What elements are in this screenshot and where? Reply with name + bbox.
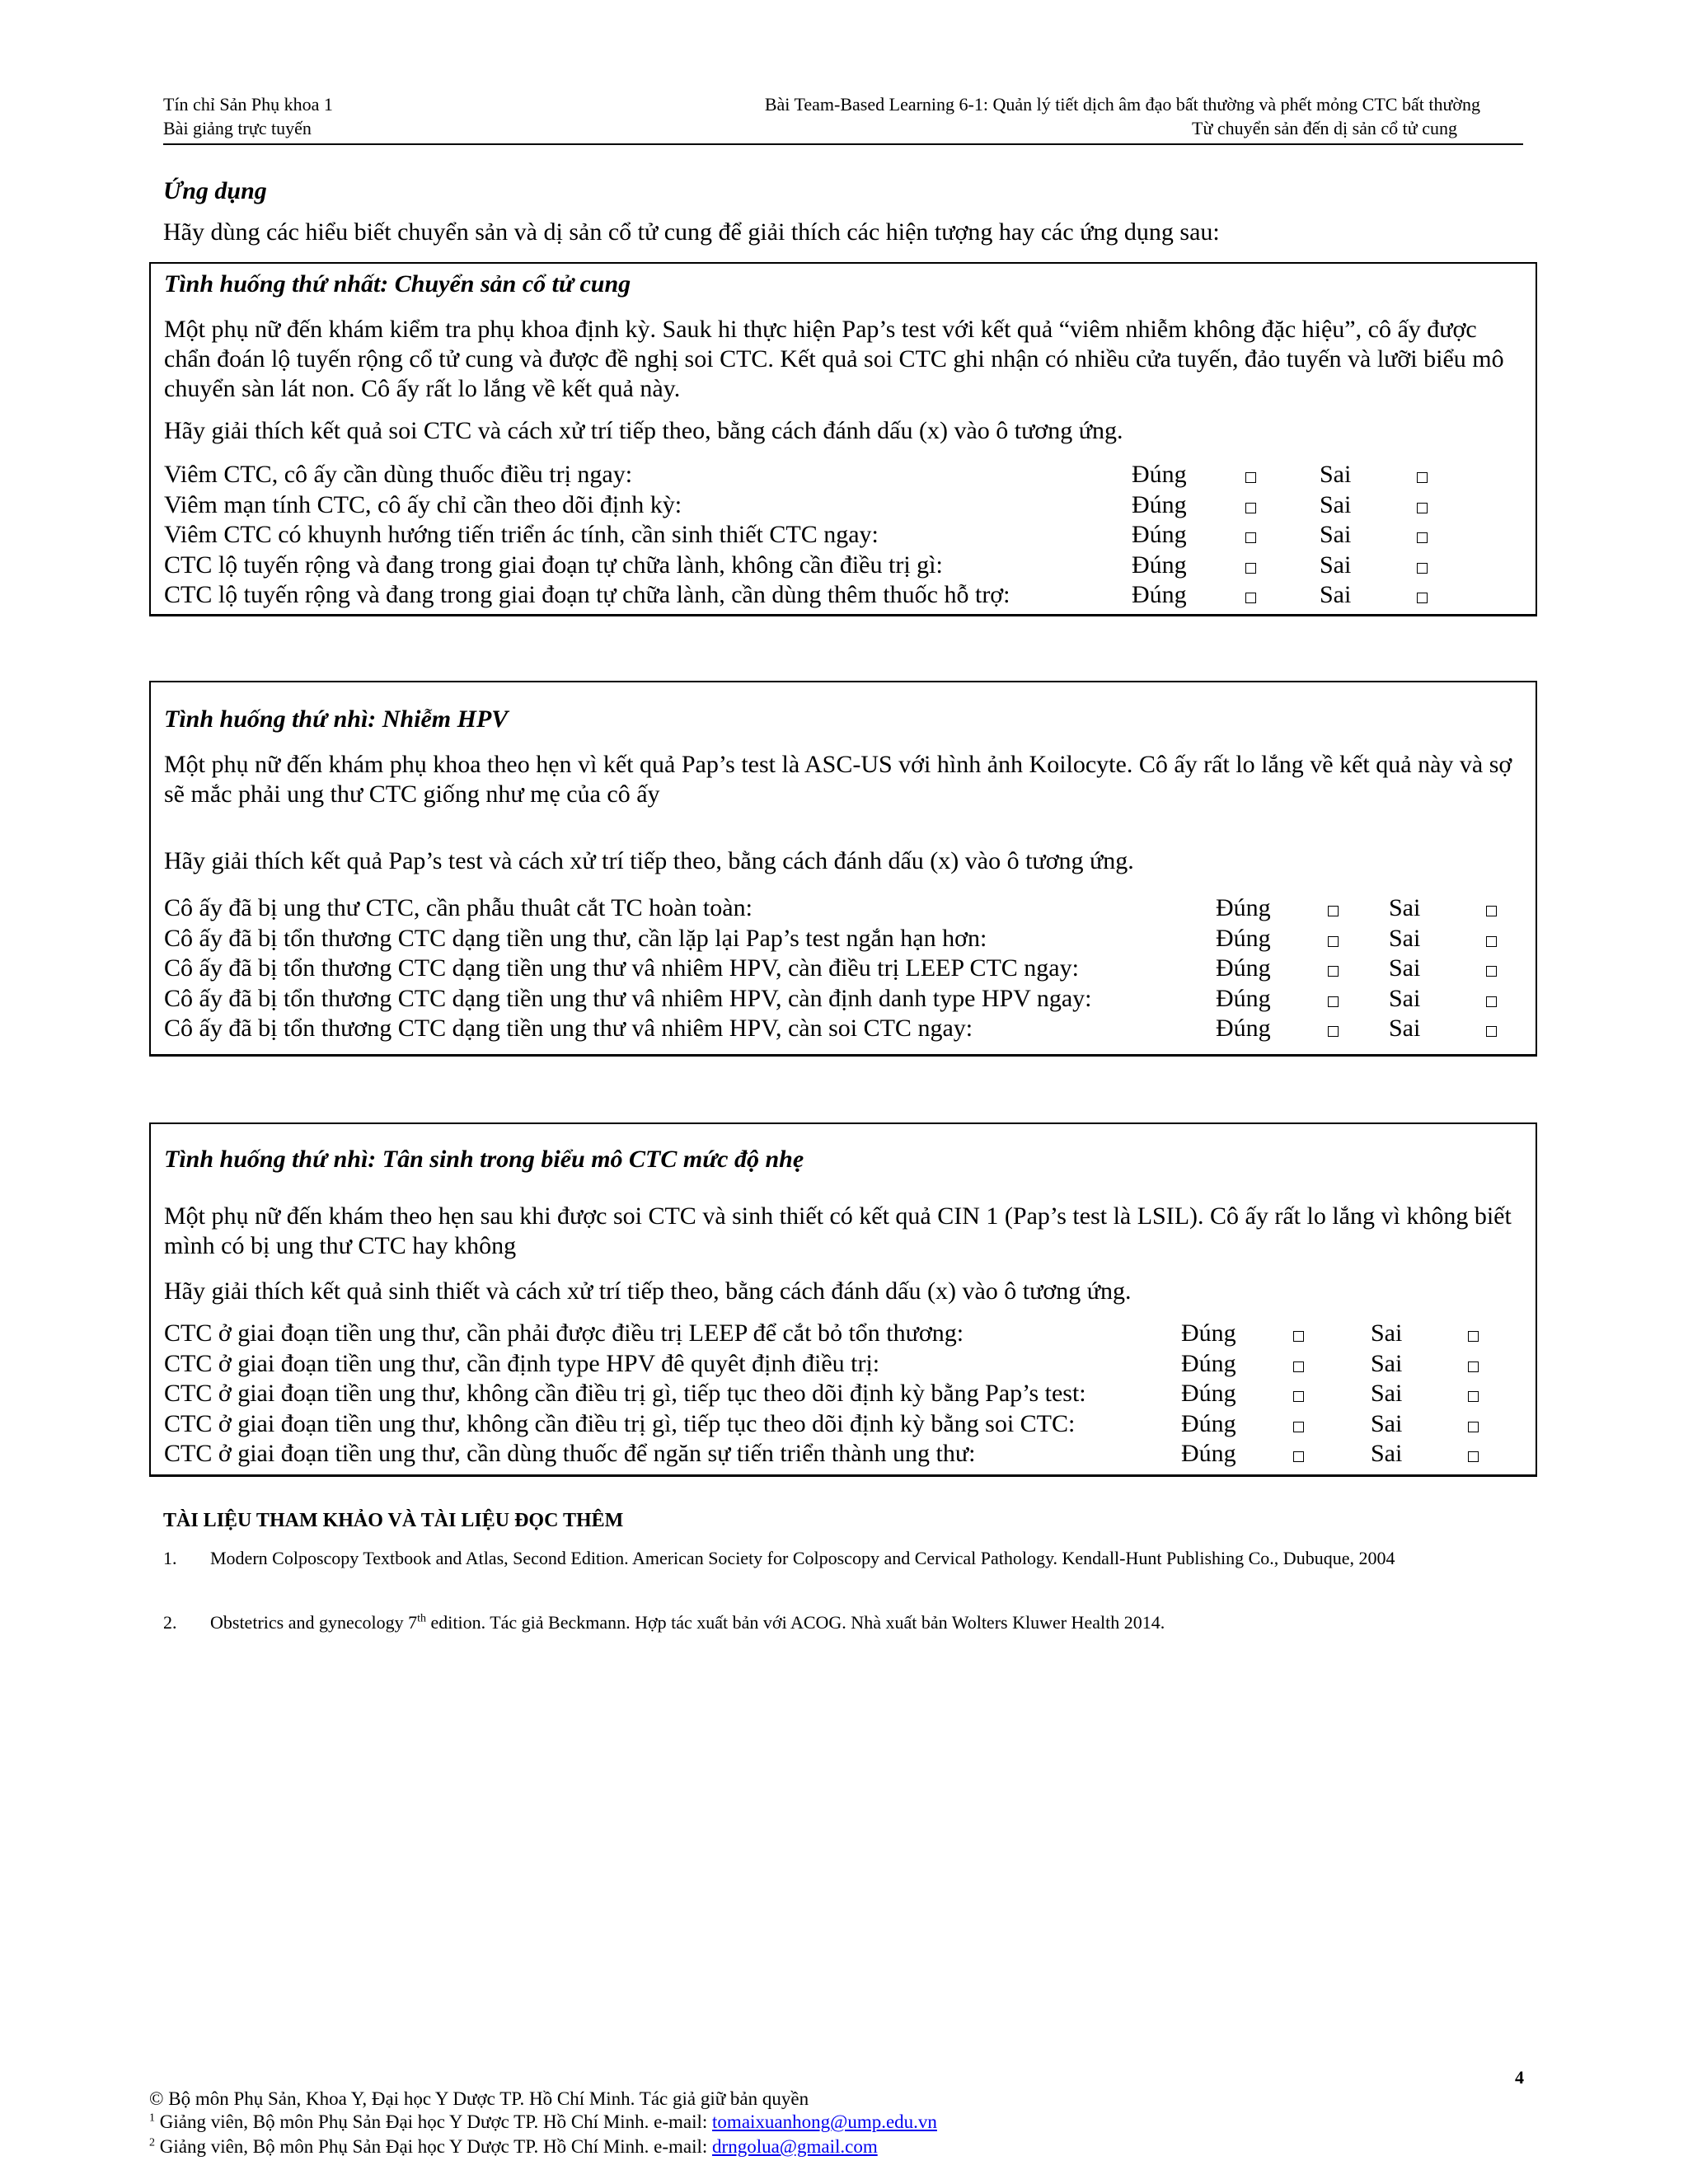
option-text: Cô ấy đã bị tổn thương CTC dạng tiền ung thư vâ nhiêm HPV, càn soi CTC ngay: [164, 1015, 973, 1042]
email-link[interactable]: tomaixuanhong@ump.edu.vn [712, 2111, 937, 2132]
false-label: Sai [1389, 924, 1421, 952]
reference-text-end: edition. Tác giả Beckmann. Hợp tác xuất bản với ACOG. Nhà xuất bản Wolters Kluwer Health 2014. [426, 1612, 1165, 1633]
footnote-mark: 1 [149, 2111, 155, 2125]
option-text: Viêm CTC, cô ấy cần dùng thuốc điều trị ngay: [164, 461, 633, 488]
true-checkbox[interactable] [1293, 1391, 1304, 1402]
option-row [164, 1319, 1403, 1349]
option-text: CTC ở giai đoạn tiền ung thư, cần định type HPV đê quyêt định điều trị: [164, 1349, 880, 1377]
false-label: Sai [1389, 1015, 1421, 1042]
false-checkbox[interactable] [1417, 532, 1428, 543]
false-label: Sai [1371, 1380, 1403, 1407]
page-header [163, 92, 1523, 140]
false-label: Sai [1320, 581, 1352, 608]
true-label: Đúng [1216, 894, 1271, 921]
option-text: Viêm mạn tính CTC, cô ấy chỉ cần theo dõi định kỳ: [164, 490, 682, 518]
false-label: Sai [1320, 521, 1352, 548]
case-title: Tình huống thứ nhất: Chuyển sản cổ tử cung [164, 270, 631, 298]
case-question: Hãy giải thích kết quả sinh thiết và cách xử trí tiếp theo, bằng cách đánh dấu (x) vào ô tương ứng. [164, 1277, 1132, 1305]
case-question: Hãy giải thích kết quả soi CTC và cách xử trí tiếp theo, bằng cách đánh dấu (x) vào ô tương ứng. [164, 417, 1123, 444]
case-title: Tình huống thứ nhì: Tân sinh trong biểu mô CTC mức độ nhẹ [164, 1146, 804, 1173]
option-row [164, 893, 1421, 924]
true-label: Đúng [1181, 1319, 1236, 1347]
option-row [164, 1439, 1403, 1469]
true-checkbox[interactable] [1245, 503, 1256, 513]
option-row [164, 1349, 1403, 1380]
section-intro: Hãy dùng các hiểu biết chuyển sản và dị sản cổ tử cung để giải thích các hiện tượng hay các ứng dụng sau: [163, 218, 1220, 246]
false-label: Sai [1320, 461, 1352, 488]
false-checkbox[interactable] [1486, 996, 1497, 1007]
footnote-text: Giảng viên, Bộ môn Phụ Sản Đại học Y Dược TP. Hồ Chí Minh. e-mail: [155, 2136, 713, 2157]
option-text: Cô ấy đã bị tổn thương CTC dạng tiền ung thư vâ nhiêm HPV, càn định danh type HPV ngay: [164, 984, 1092, 1012]
option-text: CTC ở giai đoạn tiền ung thư, cần phải được điều trị LEEP để cắt bỏ tổn thương: [164, 1319, 964, 1347]
reference-text: Modern Colposcopy Textbook and Atlas, Second Edition. American Society for Colposcopy and Cervical Pathology. Kendall-Hunt Publishing Co., Dubuque, 2004 [210, 1548, 1395, 1568]
option-text: Cô ấy đã bị ung thư CTC, cần phẫu thuât cắt TC hoàn toàn: [164, 894, 753, 921]
false-checkbox[interactable] [1468, 1361, 1479, 1372]
true-checkbox[interactable] [1293, 1451, 1304, 1462]
header-course-type: Bài giảng trực tuyến [163, 118, 312, 138]
option-text: Cô ấy đã bị tổn thương CTC dạng tiền ung thư vâ nhiêm HPV, càn điều trị LEEP CTC ngay: [164, 954, 1079, 982]
true-label: Đúng [1216, 924, 1271, 952]
option-text: CTC lộ tuyến rộng và đang trong giai đoạn tự chữa lành, không cần điều trị gì: [164, 551, 943, 579]
option-row [164, 520, 1352, 551]
reference-number: 1. [163, 1548, 177, 1568]
option-row [164, 490, 1352, 521]
footnote-text: Giảng viên, Bộ môn Phụ Sản Đại học Y Dược TP. Hồ Chí Minh. e-mail: [155, 2111, 713, 2132]
true-label: Đúng [1181, 1409, 1236, 1437]
case-paragraph: Một phụ nữ đến khám phụ khoa theo hẹn vì kết quả Pap’s test là ASC-US với hình ảnh Koilocyte. Cô ấy rất lo lắng về kết quả này và sợ sẽ mắc phải ung thư CTC giống như mẹ của cô ấy [164, 751, 1512, 808]
true-checkbox[interactable] [1328, 966, 1339, 977]
footer-copyright: © Bộ môn Phụ Sản, Khoa Y, Đại học Y Dược TP. Hồ Chí Minh. Tác giả giữ bản quyền [149, 2088, 809, 2109]
true-checkbox[interactable] [1245, 472, 1256, 483]
references-title: TÀI LIỆU THAM KHẢO VÀ TÀI LIỆU ĐỌC THÊM [163, 1510, 624, 1531]
false-checkbox[interactable] [1468, 1391, 1479, 1402]
false-checkbox[interactable] [1468, 1422, 1479, 1432]
true-label: Đúng [1181, 1380, 1236, 1407]
option-row [164, 551, 1352, 581]
reference-item [163, 1546, 1515, 1570]
case-box-3 [149, 1122, 1537, 1477]
option-row [164, 1014, 1421, 1044]
false-label: Sai [1389, 894, 1421, 921]
false-checkbox[interactable] [1486, 966, 1497, 977]
false-label: Sai [1320, 490, 1352, 518]
option-row [164, 1409, 1403, 1440]
false-label: Sai [1389, 984, 1421, 1012]
email-link[interactable]: drngolua@gmail.com [712, 2136, 878, 2157]
true-label: Đúng [1181, 1440, 1236, 1467]
false-checkbox[interactable] [1417, 563, 1428, 574]
true-label: Đúng [1132, 490, 1187, 518]
true-label: Đúng [1181, 1349, 1236, 1377]
option-row [164, 1379, 1403, 1409]
false-label: Sai [1371, 1440, 1403, 1467]
false-label: Sai [1389, 954, 1421, 982]
true-checkbox[interactable] [1245, 532, 1256, 543]
option-text: Viêm CTC có khuynh hướng tiến triển ác tính, cần sinh thiết CTC ngay: [164, 521, 879, 548]
false-label: Sai [1320, 551, 1352, 579]
false-checkbox[interactable] [1486, 936, 1497, 947]
true-checkbox[interactable] [1293, 1361, 1304, 1372]
true-label: Đúng [1216, 984, 1271, 1012]
header-divider [163, 143, 1523, 145]
case-box-1 [149, 262, 1537, 616]
true-checkbox[interactable] [1293, 1422, 1304, 1432]
false-checkbox[interactable] [1486, 1026, 1497, 1037]
option-row [164, 984, 1421, 1015]
reference-item [163, 1610, 1515, 1634]
option-list [164, 893, 1421, 1044]
option-text: CTC ở giai đoạn tiền ung thư, cần dùng thuốc để ngăn sự tiến triển thành ung thư: [164, 1440, 976, 1467]
true-label: Đúng [1132, 581, 1187, 608]
option-row [164, 954, 1421, 984]
true-checkbox[interactable] [1328, 1026, 1339, 1037]
false-checkbox[interactable] [1417, 503, 1428, 513]
true-checkbox[interactable] [1328, 996, 1339, 1007]
true-label: Đúng [1216, 1015, 1271, 1042]
page-number: 4 [1515, 2067, 1524, 2088]
header-course: Tín chỉ Sản Phụ khoa 1 [163, 94, 333, 115]
false-checkbox[interactable] [1417, 472, 1428, 483]
option-list [164, 1319, 1403, 1469]
option-row [164, 924, 1421, 954]
case-paragraph: Một phụ nữ đến khám kiểm tra phụ khoa định kỳ. Sauk hi thực hiện Pap’s test với kết quả “viêm nhiễm không đặc hiệu”, cô ấy được chẩn đoán lộ tuyến rộng cổ tử cung và được đề nghị soi CTC. Kết quả soi CTC ghi nhận có nhiều cửa tuyến, đảo tuyến và lưỡi biểu mô chuyển sàn lát non. Cô ấy rất lo lắng về kết quả này. [164, 316, 1504, 402]
false-label: Sai [1371, 1319, 1403, 1347]
option-row [164, 460, 1352, 490]
case-title: Tình huống thứ nhì: Nhiễm HPV [164, 705, 509, 733]
true-checkbox[interactable] [1245, 563, 1256, 574]
reference-number: 2. [163, 1612, 177, 1633]
false-checkbox[interactable] [1417, 593, 1428, 603]
footer-note-1 [149, 2110, 937, 2135]
false-checkbox[interactable] [1468, 1331, 1479, 1342]
option-text: CTC lộ tuyến rộng và đang trong giai đoạn tự chữa lành, cần dùng thêm thuốc hỗ trợ: [164, 581, 1010, 608]
true-label: Đúng [1132, 521, 1187, 548]
footer-note-2 [149, 2135, 878, 2159]
footnote-mark: 2 [149, 2136, 155, 2149]
option-list [164, 460, 1352, 611]
case-paragraph: Một phụ nữ đến khám theo hẹn sau khi được soi CTC và sinh thiết có kết quả CIN 1 (Pap’s test là LSIL). Cô ấy rất lo lắng vì không biết mình có bị ung thư CTC hay không [164, 1202, 1512, 1259]
option-row [164, 580, 1352, 611]
header-lesson-title: Bài Team-Based Learning 6-1: Quản lý tiết dịch âm đạo bất thường và phết mỏng CTC bất thường [764, 94, 1480, 115]
case-box-2 [149, 681, 1537, 1057]
reference-text-start: Obstetrics and gynecology 7 [210, 1612, 418, 1633]
true-checkbox[interactable] [1328, 936, 1339, 947]
header-lesson-subtitle: Từ chuyển sản đến dị sản cổ tử cung [1192, 118, 1457, 138]
false-checkbox[interactable] [1486, 906, 1497, 916]
true-checkbox[interactable] [1245, 593, 1256, 603]
true-checkbox[interactable] [1293, 1331, 1304, 1342]
false-checkbox[interactable] [1468, 1451, 1479, 1462]
option-text: Cô ấy đã bị tổn thương CTC dạng tiền ung thư, cần lặp lại Pap’s test ngắn hạn hơn: [164, 924, 987, 952]
option-text: CTC ở giai đoạn tiền ung thư, không cần điều trị gì, tiếp tục theo dõi định kỳ bằng soi CTC: [164, 1409, 1076, 1437]
option-text: CTC ở giai đoạn tiền ung thư, không cần điều trị gì, tiếp tục theo dõi định kỳ bằng Pap’s test: [164, 1380, 1086, 1407]
reference-superscript: th [417, 1612, 426, 1625]
true-label: Đúng [1216, 954, 1271, 982]
false-label: Sai [1371, 1349, 1403, 1377]
true-label: Đúng [1132, 551, 1187, 579]
false-label: Sai [1371, 1409, 1403, 1437]
section-title: Ứng dụng [163, 177, 267, 204]
true-label: Đúng [1132, 461, 1187, 488]
true-checkbox[interactable] [1328, 906, 1339, 916]
case-question: Hãy giải thích kết quả Pap’s test và cách xử trí tiếp theo, bằng cách đánh dấu (x) vào ô tương ứng. [164, 847, 1134, 874]
